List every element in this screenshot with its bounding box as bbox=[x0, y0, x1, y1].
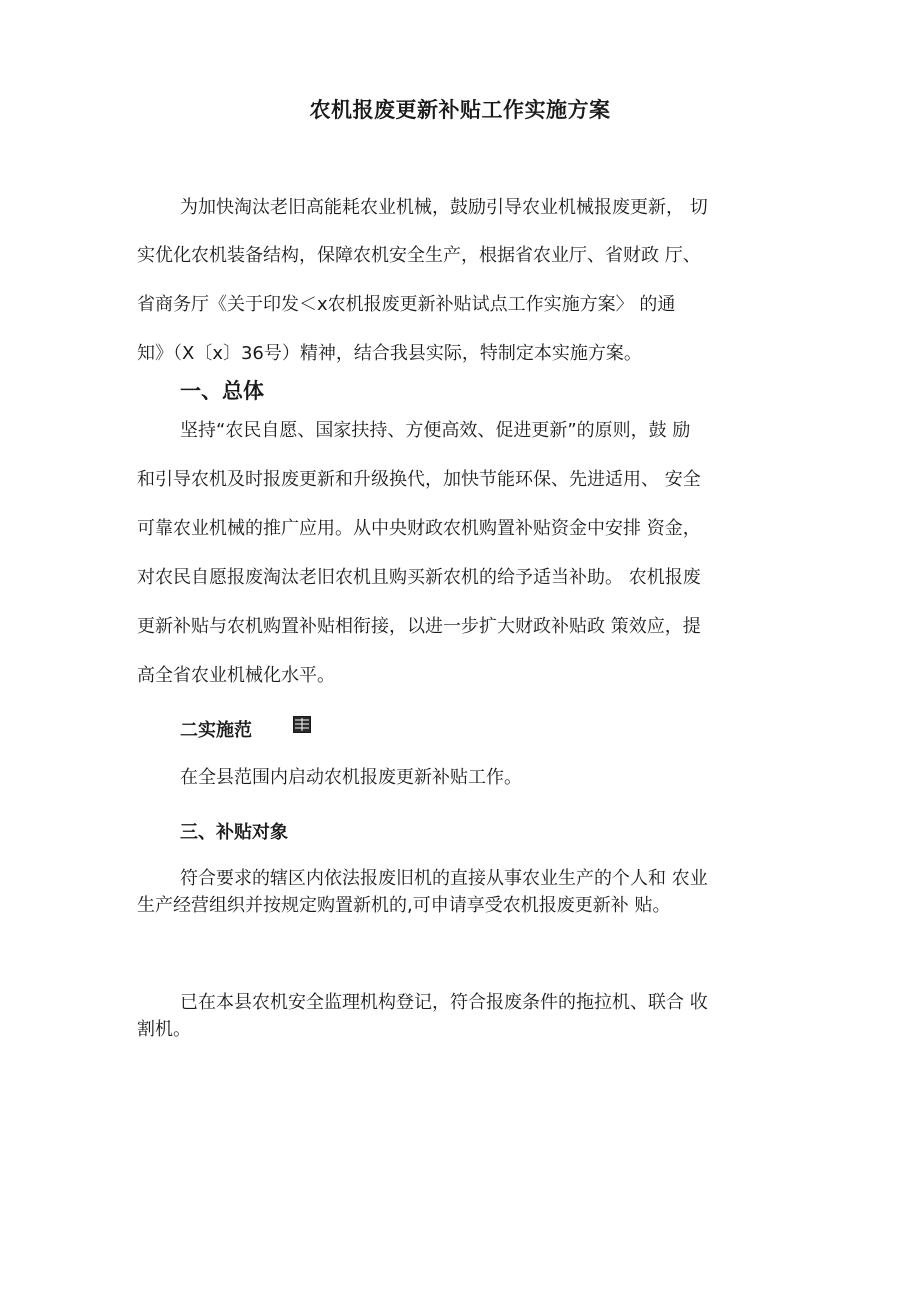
intro-line-3: 省商务厅《关于印发＜x农机报废更新补贴试点工作实施方案〉 的通 bbox=[137, 294, 676, 315]
section1-paragraph bbox=[137, 418, 789, 689]
section4-line-2: 割机。 bbox=[137, 1019, 191, 1040]
section1-line-1: 坚持“农民自愿、国家扶持、方便高效、促进更新”的原则，鼓 励 bbox=[180, 420, 691, 441]
section2-paragraph bbox=[137, 765, 789, 791]
section-heading-scope: 二实施范 bbox=[180, 720, 252, 741]
section4-paragraph bbox=[137, 990, 789, 1043]
intro-paragraph bbox=[137, 195, 789, 367]
section2-line-1: 在全县范围内启动农机报废更新补贴工作。 bbox=[180, 767, 522, 788]
grid-icon bbox=[293, 716, 311, 733]
section3-line-2: 生产经营组织并按规定购置新机的,可申请享受农机报废更新补 贴。 bbox=[137, 895, 671, 916]
section1-line-5: 更新补贴与农机购置补贴相衔接，以进一步扩大财政补贴政 策效应，提 bbox=[137, 616, 701, 637]
intro-line-4: 知》（X〔x〕36号）精神，结合我县实际，特制定本实施方案。 bbox=[137, 343, 642, 364]
intro-line-2: 实优化农机装备结构，保障农机安全生产，根据省农业厅、省财政 厅、 bbox=[137, 245, 701, 266]
section3-line-1: 符合要求的辖区内依法报废旧机的直接从事农业生产的个人和 农业 bbox=[180, 868, 708, 889]
document-title: 农机报废更新补贴工作实施方案 bbox=[309, 98, 611, 122]
section1-line-3: 可靠农业机械的推广应用。从中央财政农机购置补贴资金中安排 资金， bbox=[137, 518, 701, 539]
section-heading-overall: 一、总体 bbox=[180, 379, 264, 403]
intro-line-1: 为加快淘汰老旧高能耗农业机械，鼓励引导农业机械报废更新， 切 bbox=[180, 197, 708, 218]
section-heading-subsidy-target: 三、补贴对象 bbox=[180, 822, 288, 843]
section1-line-4: 对农民自愿报废淘汰老旧农机且购买新农机的给予适当补助。 农机报废 bbox=[137, 567, 701, 588]
section1-line-6: 高全省农业机械化水平。 bbox=[137, 665, 335, 686]
section1-line-2: 和引导农机及时报废更新和升级换代，加快节能环保、先进适用、 安全 bbox=[137, 469, 701, 490]
section4-line-1: 已在本县农机安全监理机构登记，符合报废条件的拖拉机、联合 收 bbox=[180, 992, 708, 1013]
section3-paragraph bbox=[137, 866, 789, 919]
